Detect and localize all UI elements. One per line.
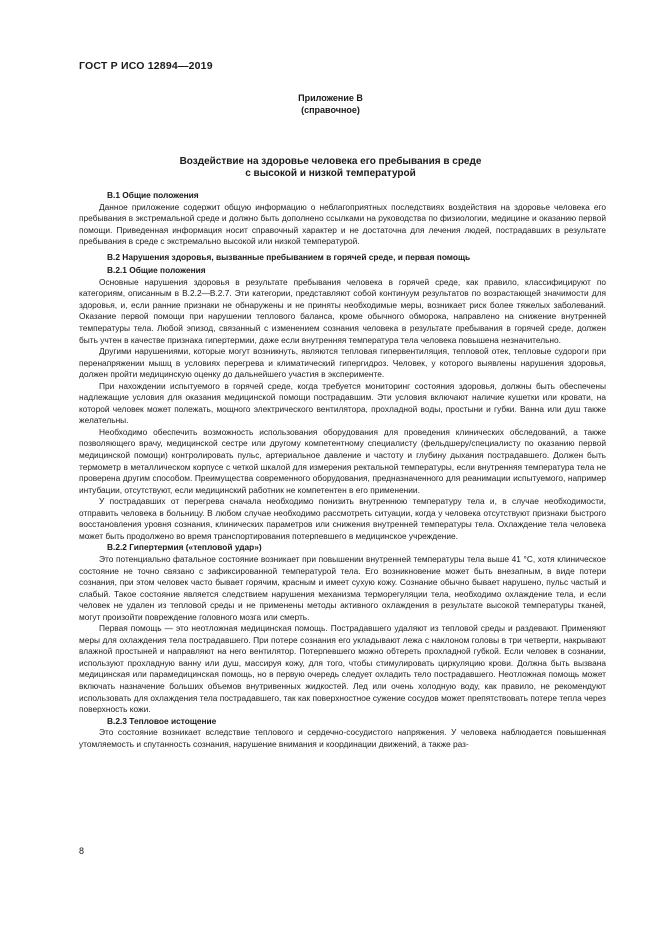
annex-title: Приложение В (298, 93, 363, 103)
paragraph: У пострадавших от перегрева сначала необходимо понизить внутреннюю температуру тела и, в случае необходимости, отправить человека в больницу. В любом случае необходимо рассмотреть ситуации, когда у человека отсутствуют признаки быстрого восстановления уровня сознания, клинических параметров или снижения внутренней температуры тела. Охлаждение тела человека может быть продолжено во время транспортирования потерпевшего в медицинское учреждение. (79, 496, 606, 541)
section-heading-b1: В.1 Общие положения (107, 190, 199, 200)
section-heading-b22: В.2.2 Гипертермия («тепловой удар») (107, 542, 262, 553)
paragraph: При нахождении испытуемого в горячей среде, когда требуется мониторинг состояния здоровья, должны быть обеспечены надлежащие условия для оказания медицинской помощи пострадавшим. Эти условия включают наличие кушетки или кровати, на которой человек может полежать, мощного электрического вентилятора, прохладной воды, простыни и губки. Ванна или душ также желательны. (79, 380, 606, 426)
page-number: 8 (79, 846, 85, 856)
section-heading-b21: В.2.1 Общие положения (107, 265, 206, 276)
section-heading-b23: В.2.3 Тепловое истощение (107, 715, 217, 726)
paragraph: Данное приложение содержит общую информацию о неблагоприятных последствиях воздействия на здоровье человека его пребывания в экстремальной среде и должно быть дополнено ссылками на руководства по физиологии, медицине и оказанию первой помощи. Приведенная информация носит справочный характер и не достаточна для лечения людей, пострадавших в результате пребывания в среде с экстремально высокой или низкой температурой. (79, 201, 606, 247)
paragraph: Первая помощь — это неотложная медицинская помощь. Пострадавшего удаляют из тепловой среды и раздевают. Применяют меры для охлаждения тела пострадавшего. При потере сознания его укладывают лежа с наклоном головы в три четверти, накрывают влажной простыней и направляют на него вентилятор. Потерпевшего можно обтереть прохладной губкой. Если человек в сознании, используют прохладную ванну или душ, массируя кожу, для того, чтобы стимулировать циркуляцию крови. Должна быть вызвана медицинская или парамедицинская помощь, но в первую очередь следует охладить тело пострадавшего. Неотложная помощь может включать назначение больших объемов внутривенных жидкостей. Лед или очень холодную воду, как правило, не рекомендуют использовать для охлаждения тела пострадавшего, так как поверхностное сужение сосудов может препятствовать потере тепла через поверхность кожи. (79, 623, 606, 715)
paragraph: Необходимо обеспечить возможность использования оборудования для проведения клинических обследований, а также позволяющего врачу, медицинской сестре или другому компетентному специалисту (фельдшеру/специалисту по оказанию первой медицинской помощи) контролировать пульс, артериальное давление и частоту и глубину дыхания пострадавшего. Должен быть термометр в металлическом корпусе с четкой шкалой для измерения ректальной температуры, если внутренняя температура тела не проверена другим способом. Преимущества современного оборудования, предназначенного для реанимации испытуемого, например интубации, отсутствуют, если медицинский работник не компетентен в его применении. (79, 426, 606, 495)
paragraph: Это потенциально фатальное состояние возникает при повышении внутренней температуры тела выше 41 °С, хотя клиническое состояние не точно связано с зафиксированной температурой тела. Его возникновение может быть внезапным, в виде потери сознания, при этом человек часто бывает горячим, красным и имеет сухую кожу. Сознание обычно бывает нарушено, пульс частый и слабый. Такое состояние является следствием нарушения механизма терморегуляции тела, необходимо охлаждение тела, и если человек не удален из тепловой среды и не применены методы активного охлаждения в результате высокой температуры тканей, могут произойти повреждение головного мозга или смерть. (79, 553, 606, 622)
paragraph: Это состояние возникает вследствие теплового и сердечно-сосудистого напряжения. У человека наблюдается повышенная утомляемость и спутанность сознания, нарушение внимания и координации движений, а также раз- (79, 727, 606, 749)
section-heading-b2: В.2 Нарушения здоровья, вызванные пребыванием в горячей среде, и первая помощь (107, 251, 471, 262)
document-body (79, 190, 606, 750)
document-header: ГОСТ Р ИСО 12894—2019 (79, 60, 213, 72)
document-title-line2: с высокой и низкой температурой (245, 168, 416, 179)
document-title-line1: Воздействие на здоровье человека его пребывания в среде (179, 156, 482, 167)
paragraph: Основные нарушения здоровья в результате пребывания человека в горячей среде, как правило, классифицируют по категориям, описанным в В.2.2—В.2.7. Эти категории, представляют собой континуум результатов по возрастающей значимости для здоровья, и, если ранние признаки не обнаружены и не приняты необходимые меры, возникает риск более тяжелых заболеваний. Оказание первой помощи при нарушении теплового баланса, кроме обычного обморока, направлено на снижение внутренней температуры тела. Любой эпизод, связанный с изменением сознания человека в результате пребывания в горячей среде, должен быть учтен в качестве признака гипертермии, даже если внутренняя температура тела человека повышена незначительно. (79, 276, 606, 345)
annex-subtitle: (справочное) (301, 105, 360, 115)
paragraph: Другими нарушениями, которые могут возникнуть, являются тепловая гипервентиляция, тепловой отек, тепловые судороги при перенапряжении мышц в условиях перегрева и климатический гипергидроз. Человек, у которого выявлены нарушения здоровья, должен пройти медицинскую оценку до дальнейшего участия в эксперименте. (79, 346, 606, 380)
